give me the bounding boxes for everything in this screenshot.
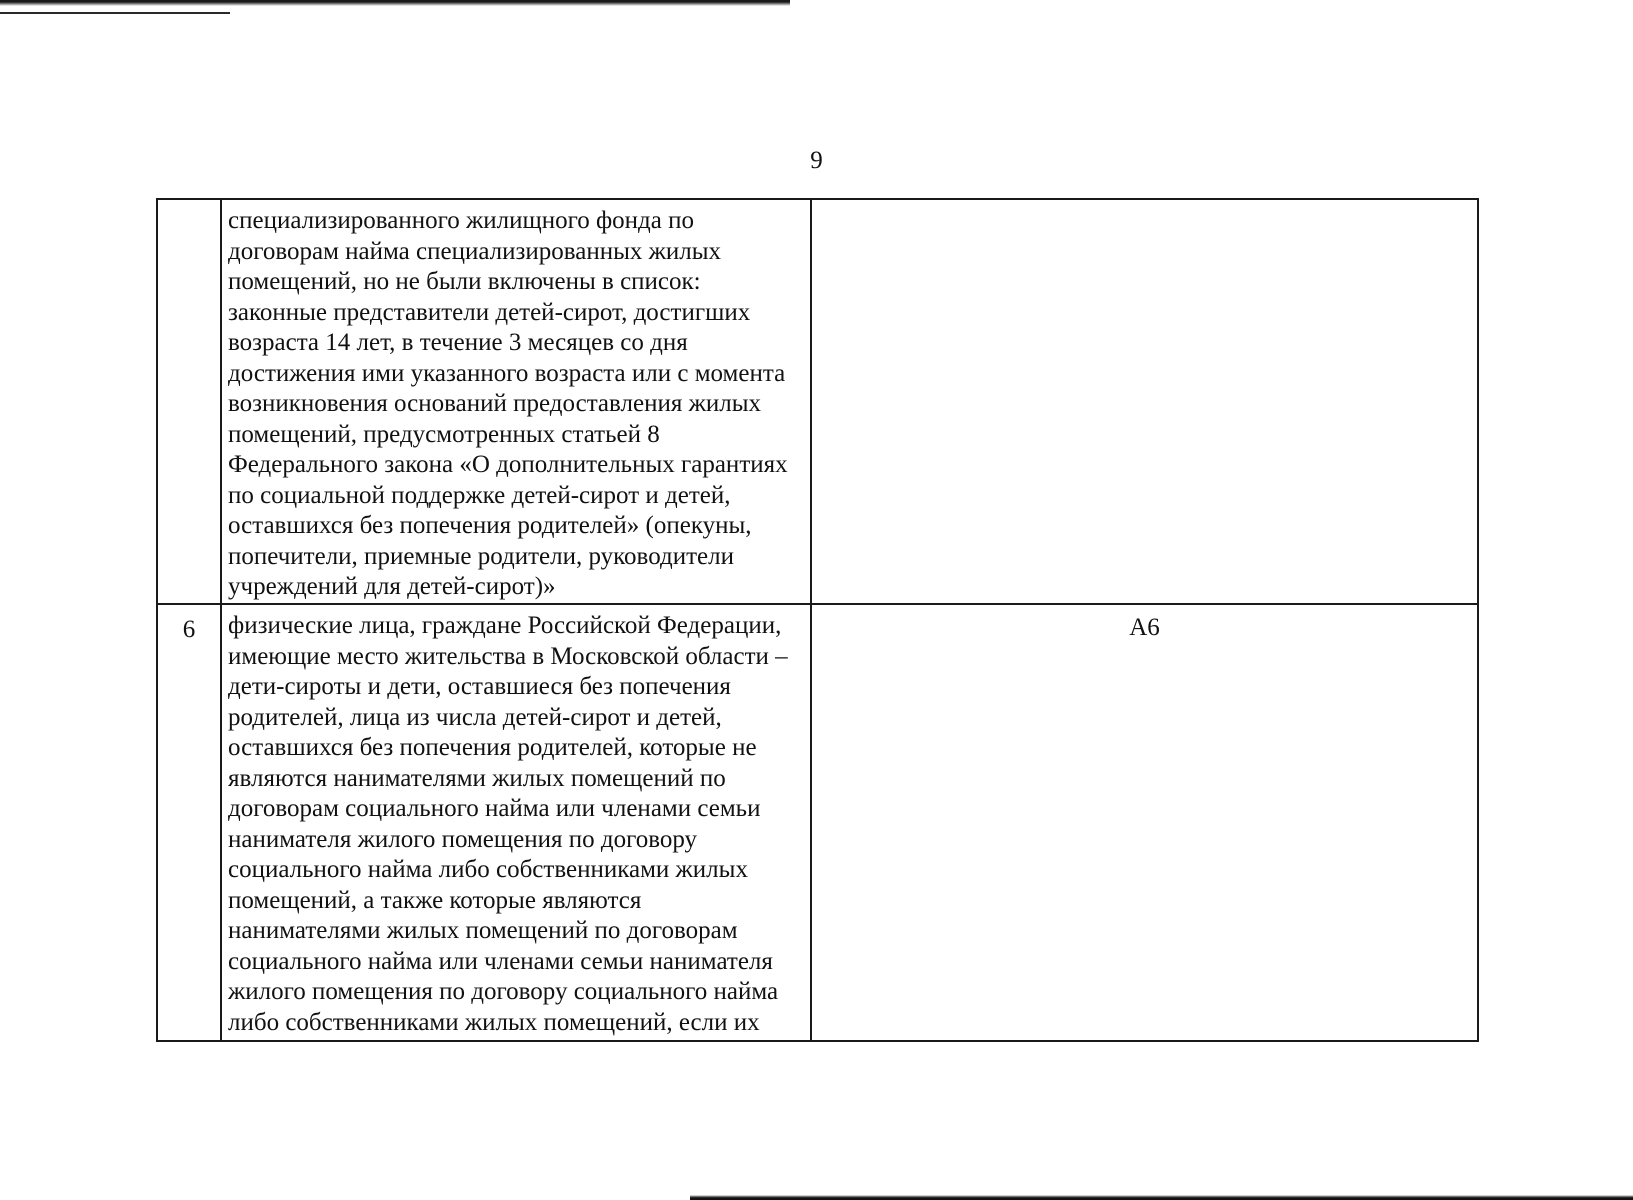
text-line: жилого помещения по договору социального найма: [228, 978, 779, 1005]
text-line: Федерального закона «О дополнительных гарантиях: [228, 451, 788, 478]
text-line: нанимателя жилого помещения по договору: [228, 825, 698, 853]
text-line: помещений, а также которые являются: [228, 886, 642, 914]
description-text: [222, 605, 810, 1038]
page-number: 9: [810, 147, 823, 174]
text-line: имеющие место жительства в Московской области –: [228, 642, 788, 670]
text-line: являются нанимателями жилых помещений по: [228, 764, 726, 792]
text-line: законные представители детей-сирот, достигших: [228, 298, 751, 326]
text-line: оставшихся без попечения родителей, которые не: [228, 734, 757, 761]
row-number-cell: [157, 604, 221, 1041]
document-table: [156, 198, 1479, 1042]
category-code: А6: [1129, 614, 1160, 641]
table-row: [157, 199, 1478, 604]
description-text: [222, 200, 810, 603]
scan-edge-top-secondary: [0, 12, 230, 14]
text-line: помещений, предусмотренных статьей 8: [228, 420, 660, 448]
text-line: возникновения оснований предоставления жилых: [228, 390, 761, 417]
text-line: оставшихся без попечения родителей» (опекуны,: [228, 512, 752, 539]
code-cell: [811, 199, 1478, 604]
table-row: [157, 604, 1478, 1041]
text-line: помещений, но не были включены в список:: [228, 268, 701, 295]
text-line: попечители, приемные родители, руководители: [228, 542, 734, 570]
scan-edge-top: [0, 0, 790, 6]
text-line: возраста 14 лет, в течение 3 месяцев со дня: [228, 329, 688, 356]
text-line: дети-сироты и дети, оставшиеся без попечения: [228, 673, 731, 700]
text-line: достижения ими указанного возраста или с момента: [228, 359, 786, 387]
text-line: нанимателями жилых помещений по договорам: [228, 917, 738, 944]
text-line: договорам найма специализированных жилых: [228, 237, 722, 265]
description-cell: [221, 199, 811, 604]
row-number: [158, 200, 220, 210]
text-line: социального найма или членами семьи нанимателя: [228, 947, 773, 975]
row-number-cell: [157, 199, 221, 604]
text-line: социального найма либо собственниками жилых: [228, 856, 748, 883]
description-cell: [221, 604, 811, 1041]
text-line: специализированного жилищного фонда по: [228, 207, 695, 234]
text-line: родителей, лица из числа детей-сирот и детей,: [228, 703, 722, 731]
text-line: учреждений для детей-сирот)»: [228, 573, 556, 600]
text-line: либо собственниками жилых помещений, если их: [228, 1008, 760, 1036]
text-line: договорам социального найма или членами семьи: [228, 795, 761, 822]
text-line: по социальной поддержке детей-сирот и детей,: [228, 481, 731, 509]
row-number: 6: [182, 616, 196, 643]
code-cell: [811, 604, 1478, 1041]
category-code: [812, 200, 1477, 208]
scan-edge-bottom: [690, 1195, 1633, 1200]
text-line: физические лица, граждане Российской Федерации,: [228, 612, 782, 639]
